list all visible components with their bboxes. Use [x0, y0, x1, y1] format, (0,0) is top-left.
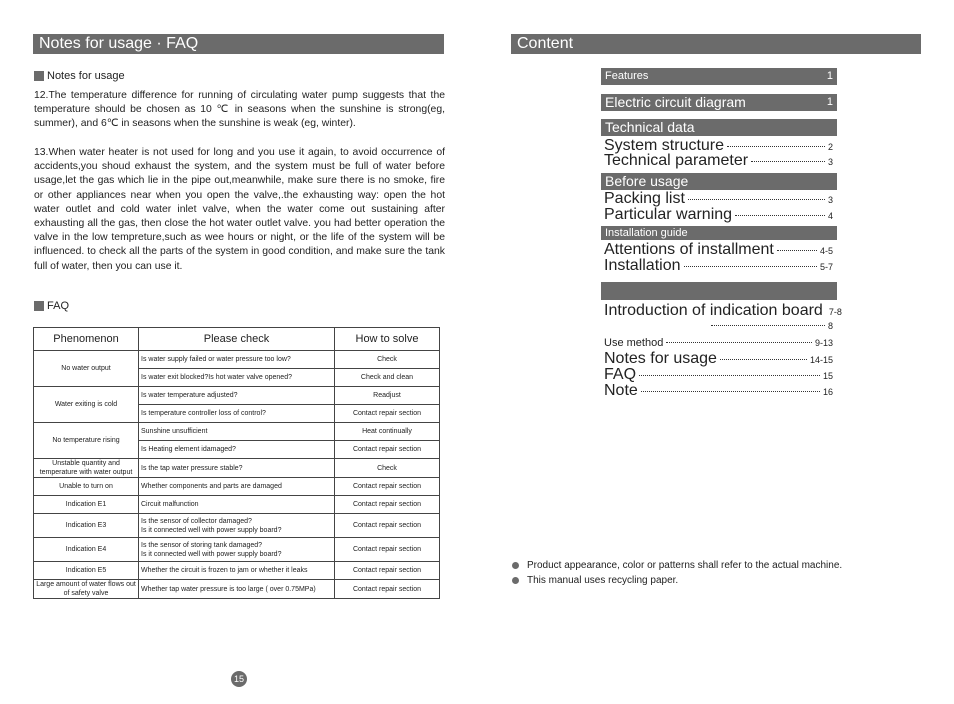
toc-page: 8 — [827, 321, 833, 331]
toc-label: Use method — [604, 337, 664, 349]
toc-label: Features — [605, 70, 649, 82]
toc-bar-features — [601, 68, 837, 85]
table-row — [34, 351, 440, 369]
check-cell: Is water supply failed or water pressure too low? — [139, 351, 335, 369]
note-item-13 — [34, 146, 445, 274]
solve-cell: Contact repair section — [335, 580, 440, 599]
toc-label: Technical parameter — [604, 152, 749, 169]
toc-bar-before-usage — [601, 173, 837, 190]
notes-section-label — [34, 70, 125, 82]
toc-installation[interactable] — [604, 257, 833, 275]
note-text: The temperature difference for running of circulating water pump suggests that the temperature should be chosen as 10 ℃ in seasons when the sunshine is strong(eg, summer), and 6℃ in seasons when the sunshine is weak (eg, winter). — [34, 90, 445, 130]
phenomenon-cell: No water output — [34, 351, 139, 387]
toc-label: Particular warning — [604, 206, 733, 223]
left-header-bar — [33, 34, 444, 54]
right-header-title: Content — [517, 35, 574, 52]
page-number: 15 — [231, 671, 247, 687]
toc-dots — [720, 359, 807, 360]
toc-page: 5-7 — [819, 262, 833, 272]
square-bullet-icon — [34, 301, 44, 311]
toc-label: Note — [604, 382, 638, 399]
note-item-12 — [34, 89, 445, 132]
toc-intro-continued — [708, 321, 833, 331]
toc-label: FAQ — [604, 366, 637, 383]
table-row — [34, 459, 440, 478]
toc-dots — [639, 375, 820, 376]
right-header-bar — [511, 34, 921, 54]
toc-page: 4 — [827, 211, 833, 221]
solve-cell: Check and clean — [335, 369, 440, 387]
notes-label-text: Notes for usage — [47, 70, 125, 82]
toc-dots — [711, 325, 825, 326]
col-header-check: Please check — [139, 328, 335, 351]
solve-cell: Contact repair section — [335, 562, 440, 580]
note-number: 13. — [34, 147, 49, 158]
toc-page: 7-8 — [828, 307, 842, 317]
square-bullet-icon — [34, 71, 44, 81]
table-row — [34, 580, 440, 599]
toc-label: Installation guide — [605, 227, 688, 239]
toc-page: 3 — [827, 157, 833, 167]
check-cell: Is water temperature adjusted? — [139, 387, 335, 405]
toc-label: Packing list — [604, 190, 685, 207]
faq-label-text: FAQ — [47, 300, 70, 312]
toc-page: 9-13 — [814, 338, 833, 348]
bullet-dot-icon — [512, 562, 519, 569]
footnote-text: Product appearance, color or patterns shall refer to the actual machine. — [527, 560, 843, 571]
phenomenon-cell: No temperature rising — [34, 423, 139, 459]
toc-bar-electric — [601, 94, 837, 111]
toc-label: Introduction of indication board — [604, 302, 823, 319]
toc-page: 1 — [826, 96, 833, 108]
phenomenon-cell: Water exiting is cold — [34, 387, 139, 423]
faq-table — [33, 327, 440, 599]
solve-cell: Contact repair section — [335, 538, 440, 562]
check-cell: Whether components and parts are damaged — [139, 478, 335, 496]
check-cell: Is temperature controller loss of control? — [139, 405, 335, 423]
table-row — [34, 538, 440, 562]
toc-page: 3 — [827, 195, 833, 205]
faq-section-label — [34, 300, 69, 312]
check-cell: Circuit malfunction — [139, 496, 335, 514]
toc-dots — [777, 250, 817, 251]
solve-cell: Readjust — [335, 387, 440, 405]
check-cell: Whether the circuit is frozen to jam or whether it leaks — [139, 562, 335, 580]
toc-dots — [751, 161, 825, 162]
toc-dots — [735, 215, 825, 216]
toc-note[interactable] — [604, 382, 833, 400]
toc-label: Technical data — [605, 119, 695, 135]
toc-bar-blank — [601, 282, 837, 300]
toc-technical-parameter[interactable] — [604, 152, 833, 170]
col-header-phenomenon: Phenomenon — [34, 328, 139, 351]
solve-cell: Check — [335, 459, 440, 478]
toc-dots — [688, 199, 825, 200]
solve-cell: Contact repair section — [335, 478, 440, 496]
toc-bar-installation-guide — [601, 226, 837, 240]
table-row — [34, 387, 440, 405]
solve-cell: Contact repair section — [335, 441, 440, 459]
phenomenon-cell: Indication E1 — [34, 496, 139, 514]
footnote-recycling — [512, 575, 678, 586]
toc-label: System structure — [604, 137, 725, 154]
toc-label: Installation — [604, 257, 681, 274]
toc-use-method[interactable] — [604, 337, 833, 349]
check-cell: Is Heating element idamaged? — [139, 441, 335, 459]
toc-label: Electric circuit diagram — [605, 94, 746, 110]
check-cell: Is the tap water pressure stable? — [139, 459, 335, 478]
phenomenon-cell: Indication E3 — [34, 514, 139, 538]
check-cell: Whether tap water pressure is too large ( over 0.75MPa) — [139, 580, 335, 599]
left-header-title: Notes for usage · FAQ — [39, 35, 199, 52]
toc-label: Notes for usage — [604, 350, 717, 367]
phenomenon-cell: Large amount of water flows out of safety valve — [34, 580, 139, 599]
solve-cell: Contact repair section — [335, 496, 440, 514]
check-cell: Is the sensor of collector damaged? Is it connected well with power supply board? — [139, 514, 335, 538]
solve-cell: Contact repair section — [335, 514, 440, 538]
toc-introduction[interactable] — [604, 302, 842, 320]
table-row — [34, 478, 440, 496]
toc-page: 4-5 — [819, 246, 833, 256]
footnote-appearance — [512, 560, 842, 571]
phenomenon-cell: Unstable quantity and temperature with water output — [34, 459, 139, 478]
phenomenon-cell: Indication E5 — [34, 562, 139, 580]
toc-label: Attentions of installment — [604, 241, 774, 258]
solve-cell: Check — [335, 351, 440, 369]
phenomenon-cell: Unable to turn on — [34, 478, 139, 496]
toc-particular-warning[interactable] — [604, 206, 833, 224]
note-text: When water heater is not used for long and you use it again, to avoid occurrence of accidents,you shoud exhaust the system, and the system must be full of water before usage,let the gas which lie in the pipe out,meanwhile, make sure there is no smoke, fire or other appliances near when you open the valve,.the exhausting way: open the hot water outlet and cold water inlet valve, when the water come out sustaining after exhausting all the gas, then close the hot water outlet valve. you had better operation the valve in the low tempreture,such as wee hours or night, or the life of the system will be influenced. to check all the parts of the system in good condition, and make sure the tank full of water, then you can use it. — [34, 147, 445, 272]
toc-dots — [727, 146, 825, 147]
footnote-text: This manual uses recycling paper. — [527, 575, 679, 586]
solve-cell: Heat continually — [335, 423, 440, 441]
toc-dots — [641, 391, 820, 392]
toc-bar-technical — [601, 119, 837, 136]
toc-page: 1 — [826, 70, 833, 82]
table-row — [34, 514, 440, 538]
faq-header-row — [34, 328, 440, 351]
toc-label: Before usage — [605, 173, 689, 189]
table-row — [34, 496, 440, 514]
toc-page: 2 — [827, 142, 833, 152]
bullet-dot-icon — [512, 577, 519, 584]
check-cell: Sunshine unsufficient — [139, 423, 335, 441]
phenomenon-cell: Indication E4 — [34, 538, 139, 562]
toc-page: 15 — [822, 371, 833, 381]
solve-cell: Contact repair section — [335, 405, 440, 423]
check-cell: Is the sensor of storing tank damaged? Is it connected well with power supply board? — [139, 538, 335, 562]
toc-dots — [666, 342, 812, 343]
note-number: 12. — [34, 90, 49, 101]
toc-page: 16 — [822, 387, 833, 397]
table-row — [34, 423, 440, 441]
col-header-solve: How to solve — [335, 328, 440, 351]
toc-page: 14-15 — [809, 355, 833, 365]
toc-dots — [684, 266, 817, 267]
check-cell: Is water exit blocked?Is hot water valve opened? — [139, 369, 335, 387]
table-row — [34, 562, 440, 580]
